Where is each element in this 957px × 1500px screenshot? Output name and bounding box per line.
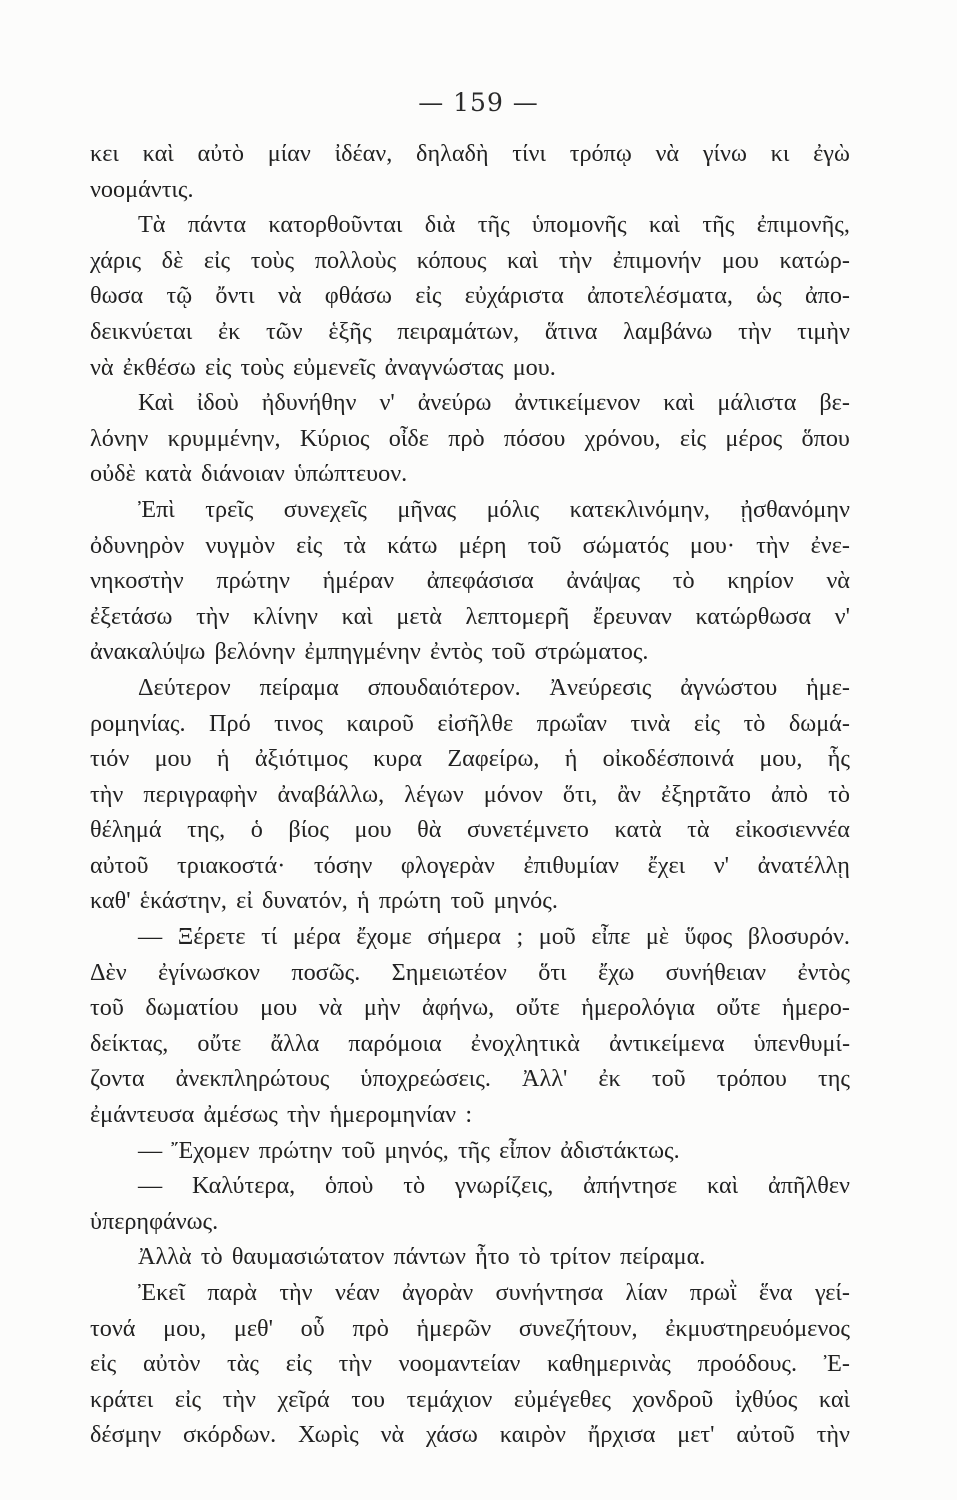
body-text (90, 136, 850, 1453)
text-line: αὐτοῦ τριακοστά· τόσην φλογερὰν ἐπιθυμίαν ἔχει ν' ἀνατέλλῃ (90, 851, 850, 879)
text-line: τοῦ δωματίου μου νὰ μὴν ἀφήνω, οὔτε ἡμερολόγια οὔτε ἡμερο- (90, 994, 850, 1022)
text-line: δείκτας, οὔτε ἄλλα παρόμοια ἐνοχλητικὰ ἀντικείμενα ὑπενθυμί- (90, 1029, 850, 1057)
text-line: κράτει εἰς τὴν χεῖρά του τεμάχιον εὐμέγεθες χονδροῦ ἰχθύος καὶ (90, 1385, 850, 1413)
text-line: ἐμάντευσα ἀμέσως τὴν ἡμερομηνίαν : (90, 1101, 473, 1129)
text-line: δεικνύεται ἐκ τῶν ἑξῆς πειραμάτων, ἅτινα λαμβάνω τὴν τιμὴν (90, 317, 850, 345)
text-line: οὐδὲ κατὰ διάνοιαν ὑπώπτευον. (90, 460, 408, 488)
text-line: κει καὶ αὐτὸ μίαν ἰδέαν, δηλαδὴ τίνι τρόπῳ νὰ γίνω κι ἐγὼ (90, 140, 850, 167)
text-line: ὀδυνηρὸν νυγμὸν εἰς τὰ κάτω μέρη τοῦ σώματός μου· τὴν ἐνε- (90, 531, 850, 559)
text-line: — Καλύτερα, ὁποὺ τὸ γνωρίζεις, ἀπήντησε καὶ ἀπῆλθεν (138, 1172, 850, 1200)
text-line: ἀνακαλύψω βελόνην ἐμπηγμένην ἐντὸς τοῦ στρώματος. (90, 638, 649, 666)
text-line: Ἐπὶ τρεῖς συνεχεῖς μῆνας μόλις κατεκλινόμην, ᾐσθανόμην (138, 495, 850, 523)
text-line: λόνην κρυμμένην, Κύριος οἶδε πρὸ πόσου χρόνου, εἰς μέρος ὅπου (90, 424, 850, 452)
text-line: νηκοστὴν πρώτην ἡμέραν ἀπεφάσισα ἀνάψας τὸ κηρίον νὰ (90, 567, 850, 595)
text-line: δέσμην σκόρδων. Χωρὶς νὰ χάσω καιρὸν ἤρχισα μετ' αὐτοῦ τὴν (90, 1421, 850, 1449)
text-line: τὴν περιγραφὴν ἀναβάλλω, λέγων μόνον ὅτι, ἂν ἐξηρτᾶτο ἀπὸ τὸ (90, 780, 850, 808)
text-line: θωσα τῷ ὄντι νὰ φθάσω εἰς εὐχάριστα ἀποτελέσματα, ὡς ἀπο- (90, 282, 850, 310)
text-line: χάρις δὲ εἰς τοὺς πολλοὺς κόπους καὶ τὴν ἐπιμονήν μου κατώρ- (90, 246, 850, 274)
text-line: ὑπερηφάνως. (90, 1207, 219, 1235)
text-line: νοομάντις. (90, 175, 194, 203)
text-line: — Ἔχομεν πρώτην τοῦ μηνός, τῆς εἶπον ἀδιστάκτως. (138, 1136, 680, 1164)
text-line: ρομηνίας. Πρό τινος καιροῦ εἰσῆλθε πρωΐαν τινὰ εἰς τὸ δωμά- (90, 709, 850, 737)
text-line: θέλημά της, ὁ βίος μου θὰ συνετέμνετο κατὰ τὰ εἰκοσιεννέα (90, 816, 850, 844)
text-line: Ἐκεῖ παρὰ τὴν νέαν ἀγορὰν συνήντησα λίαν πρωῒ ἕνα γεί- (138, 1279, 850, 1306)
text-line: Τὰ πάντα κατορθοῦνται διὰ τῆς ὑπομονῆς καὶ τῆς ἐπιμονῆς, (138, 211, 850, 239)
text-line: — Ξέρετε τί μέρα ἔχομε σήμερα ; μοῦ εἶπε μὲ ὕφος βλοσυρόν. (138, 923, 850, 951)
text-line: Δεύτερον πείραμα σπουδαιότερον. Ἀνεύρεσις ἀγνώστου ἡμε- (138, 673, 850, 701)
text-line: ζοντα ἀνεκπληρώτους ὑποχρεώσεις. Ἀλλ' ἐκ τοῦ τρόπου της (90, 1065, 850, 1093)
text-line: Καὶ ἰδοὺ ἠδυνήθην ν' ἀνεύρω ἀντικείμενον καὶ μάλιστα βε- (138, 389, 850, 417)
text-line: Δὲν ἐγίνωσκον ποσῶς. Σημειωτέον ὅτι ἔχω συνήθειαν ἐντὸς (90, 958, 850, 986)
text-line: τονά μου, μεθ' οὗ πρὸ ἡμερῶν συνεζήτουν, ἐκμυστηρευόμενος (90, 1314, 850, 1342)
text-line: νὰ ἐκθέσω εἰς τοὺς εὐμενεῖς ἀναγνώστας μου. (90, 353, 556, 381)
text-line: εἰς αὐτὸν τὰς εἰς τὴν νοομαντείαν καθημερινὰς προόδους. Ἐ- (90, 1350, 850, 1378)
text-line: Ἀλλὰ τὸ θαυμασιώτατον πάντων ἦτο τὸ τρίτον πείραμα. (138, 1243, 706, 1271)
text-line: τιόν μου ἡ ἀξιότιμος κυρα Ζαφείρω, ἡ οἰκοδέσποινά μου, ἧς (90, 745, 850, 773)
text-line: ἐξετάσω τὴν κλίνην καὶ μετὰ λεπτομερῆ ἔρευναν κατώρθωσα ν' (90, 602, 850, 630)
text-line: καθ' ἑκάστην, εἰ δυνατόν, ἡ πρώτη τοῦ μηνός. (90, 887, 558, 915)
page-number: — 159 — (418, 88, 539, 117)
